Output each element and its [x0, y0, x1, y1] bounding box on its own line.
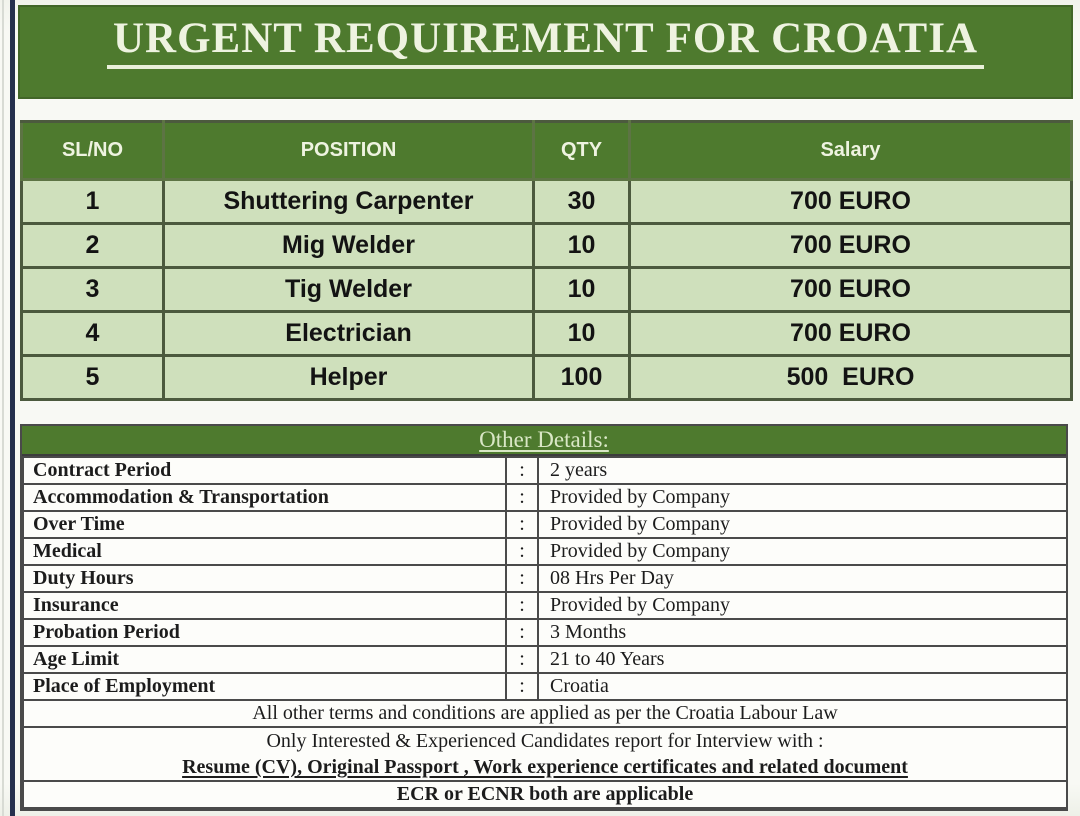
table-row	[22, 180, 1072, 224]
detail-value: Provided by Company	[538, 538, 1067, 565]
table-row	[22, 224, 1072, 268]
ecr-note-row	[23, 781, 1067, 808]
cell-sl-no: 2	[22, 224, 164, 268]
detail-label: Medical	[23, 538, 506, 565]
detail-value: 08 Hrs Per Day	[538, 565, 1067, 592]
cell-salary: 500 EURO	[630, 356, 1072, 400]
cell-salary: 700 EURO	[630, 224, 1072, 268]
cell-position: Tig Welder	[164, 268, 534, 312]
detail-value: Provided by Company	[538, 484, 1067, 511]
detail-label: Over Time	[23, 511, 506, 538]
positions-header-row	[22, 122, 1072, 180]
detail-separator: :	[506, 484, 538, 511]
detail-row	[23, 673, 1067, 700]
interview-note	[23, 727, 1067, 781]
detail-row	[23, 646, 1067, 673]
detail-row	[23, 538, 1067, 565]
detail-separator: :	[506, 511, 538, 538]
cell-position: Mig Welder	[164, 224, 534, 268]
detail-value: 21 to 40 Years	[538, 646, 1067, 673]
cell-qty: 30	[534, 180, 630, 224]
cell-qty: 10	[534, 268, 630, 312]
detail-separator: :	[506, 565, 538, 592]
interview-note-line2: Resume (CV), Original Passport , Work experience certificates and related document	[182, 756, 908, 778]
header-position: POSITION	[164, 122, 534, 180]
detail-label: Contract Period	[23, 457, 506, 484]
left-margin-rule	[10, 0, 15, 816]
cell-position: Shuttering Carpenter	[164, 180, 534, 224]
table-row	[22, 268, 1072, 312]
title-banner	[18, 5, 1073, 99]
detail-label: Place of Employment	[23, 673, 506, 700]
detail-label: Age Limit	[23, 646, 506, 673]
detail-label: Duty Hours	[23, 565, 506, 592]
detail-value: Croatia	[538, 673, 1067, 700]
cell-salary: 700 EURO	[630, 312, 1072, 356]
cell-position: Helper	[164, 356, 534, 400]
cell-sl-no: 4	[22, 312, 164, 356]
page-edge-line	[2, 0, 4, 816]
terms-note-row	[23, 700, 1067, 727]
cell-salary: 700 EURO	[630, 180, 1072, 224]
header-qty: QTY	[534, 122, 630, 180]
positions-table	[20, 120, 1073, 401]
cell-sl-no: 5	[22, 356, 164, 400]
detail-value: 2 years	[538, 457, 1067, 484]
cell-salary: 700 EURO	[630, 268, 1072, 312]
detail-label: Accommodation & Transportation	[23, 484, 506, 511]
terms-note: All other terms and conditions are applied as per the Croatia Labour Law	[23, 700, 1067, 727]
interview-note-line1: Only Interested & Experienced Candidates report for Interview with :	[266, 730, 824, 752]
detail-row	[23, 592, 1067, 619]
table-row	[22, 356, 1072, 400]
header-salary: Salary	[630, 122, 1072, 180]
header-sl-no: SL/NO	[22, 122, 164, 180]
other-details-section	[20, 424, 1068, 811]
table-row	[22, 312, 1072, 356]
detail-row	[23, 484, 1067, 511]
cell-qty: 10	[534, 224, 630, 268]
ecr-note: ECR or ECNR both are applicable	[23, 781, 1067, 808]
other-details-heading: Other Details:	[479, 427, 609, 452]
detail-row	[23, 565, 1067, 592]
detail-row	[23, 619, 1067, 646]
detail-value: Provided by Company	[538, 511, 1067, 538]
detail-separator: :	[506, 673, 538, 700]
detail-separator: :	[506, 592, 538, 619]
cell-sl-no: 3	[22, 268, 164, 312]
detail-separator: :	[506, 538, 538, 565]
detail-value: 3 Months	[538, 619, 1067, 646]
cell-qty: 10	[534, 312, 630, 356]
page-title: URGENT REQUIREMENT FOR CROATIA	[107, 15, 984, 69]
cell-position: Electrician	[164, 312, 534, 356]
other-details-table	[22, 456, 1068, 809]
detail-separator: :	[506, 457, 538, 484]
other-details-header	[22, 426, 1066, 456]
detail-row	[23, 457, 1067, 484]
detail-row	[23, 511, 1067, 538]
detail-separator: :	[506, 646, 538, 673]
detail-label: Probation Period	[23, 619, 506, 646]
detail-value: Provided by Company	[538, 592, 1067, 619]
interview-note-row	[23, 727, 1067, 781]
cell-qty: 100	[534, 356, 630, 400]
detail-separator: :	[506, 619, 538, 646]
cell-sl-no: 1	[22, 180, 164, 224]
detail-label: Insurance	[23, 592, 506, 619]
